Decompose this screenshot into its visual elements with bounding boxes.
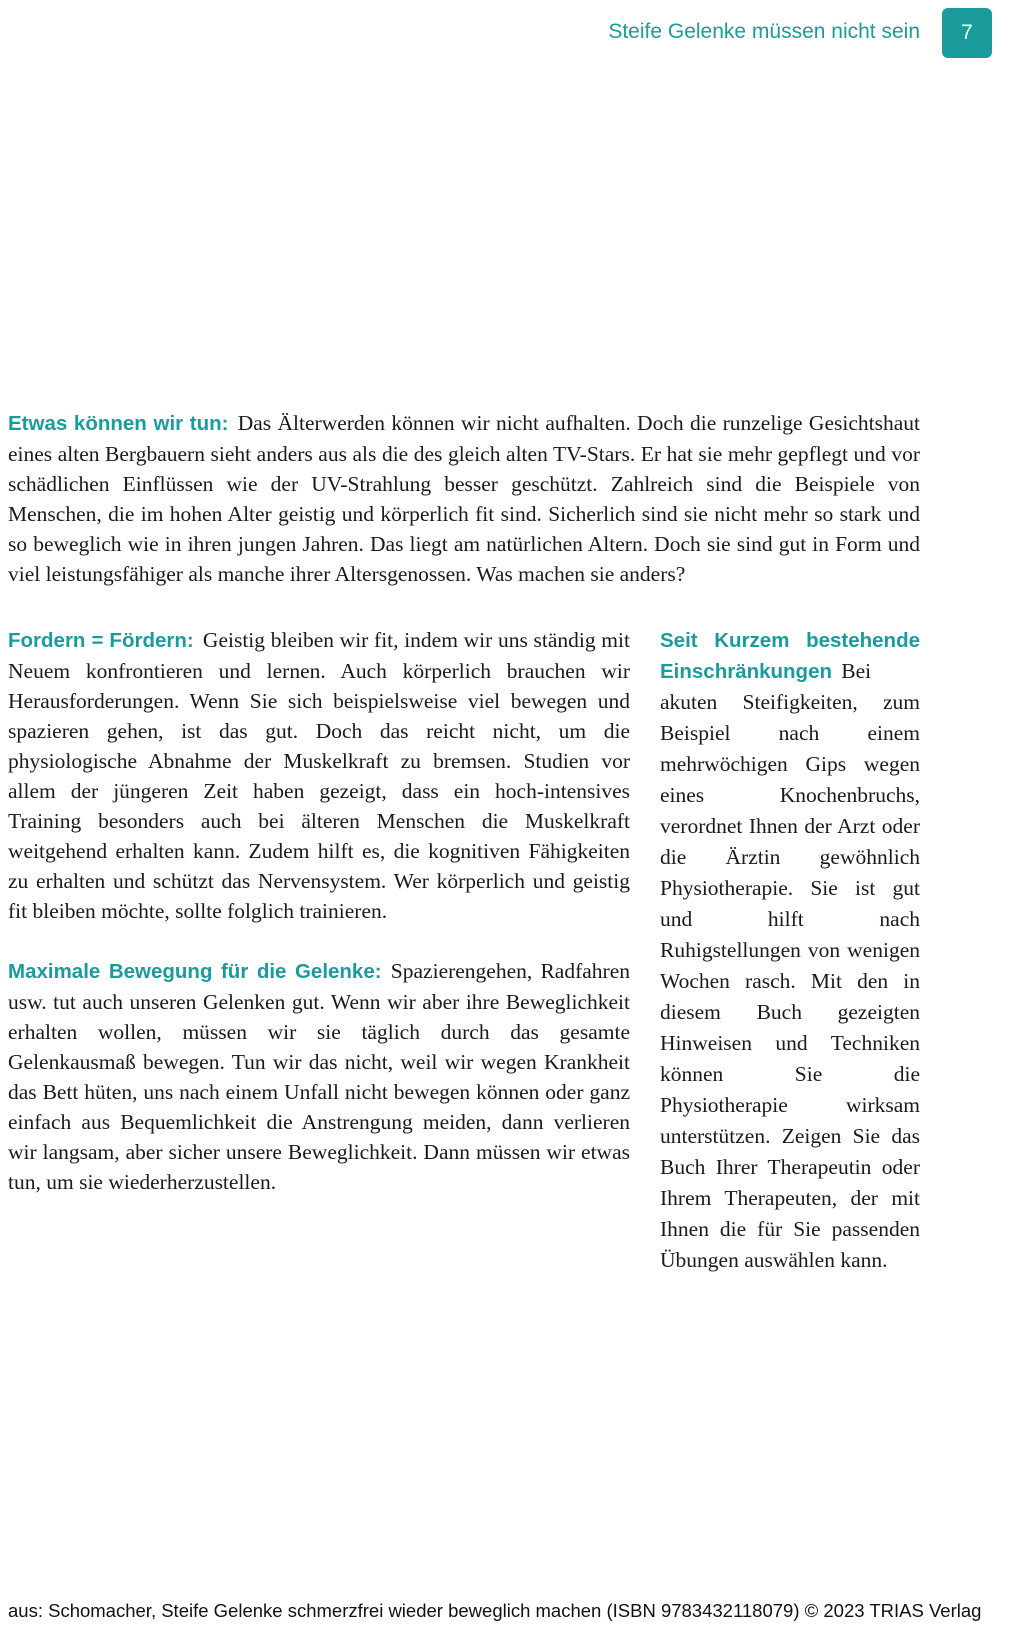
- intro-paragraph-lead: Etwas können wir tun:: [8, 412, 229, 435]
- intro-paragraph: [8, 408, 920, 589]
- source-line: aus: Schomacher, Steife Gelenke schmerzfrei wieder beweglich machen (ISBN 9783432118079) © 2023 TRIAS Verlag: [8, 1600, 982, 1621]
- right-paragraph-1-text: Bei akuten Steifigkeiten, zum Beispiel nach einem mehrwöchigen Gips wegen eines Knochenbruchs, verordnet Ihnen der Arzt oder die Ärztin gewöhnlich Physiotherapie. Sie ist gut und hilft nach Ruhigstellungen von wenigen Wochen rasch. Mit den in diesem Buch gezeigten Hinweisen und Techniken können Sie die Physiotherapie wirksam unterstützen. Zeigen Sie das Buch Ihrer Therapeutin oder Ihrem Therapeuten, der mit Ihnen die für Sie passenden Übungen auswählen kann.: [660, 659, 920, 1272]
- left-paragraph-1-text: Geistig bleiben wir fit, indem wir uns ständig mit Neuem konfrontieren und lernen. Auch körperlich brauchen wir Herausforderungen. Wenn Sie sich beispielsweise viel bewegen und spazieren gehen, ist das gut. Doch das reicht nicht, um die physiologische Abnahme der Muskelkraft zu bremsen. Studien vor allem der jüngeren Zeit haben gezeigt, dass ein hoch-intensives Training besonders auch bei älteren Menschen die Muskelkraft weitgehend erhalten kann. Zudem hilft es, die kognitiven Fähigkeiten zu erhalten und schützt das Nervensystem. Wer körperlich und geistig fit bleiben möchte, sollte folglich trainieren.: [8, 628, 630, 923]
- intro-paragraph-text: Das Älterwerden können wir nicht aufhalten. Doch die runzelige Gesichtshaut eines alten Bergbauern sieht anders aus als die des gleich alten TV-Stars. Er hat sie mehr gepflegt und vor schädlichen Einflüssen wie der UV-Strahlung besser geschützt. Zahlreich sind die Beispiele von Menschen, die im hohen Alter geistig und körperlich fit sind. Sicherlich sind sie nicht mehr so stark und so beweglich wie in ihren jungen Jahren. Das liegt am natürlichen Altern. Doch sie sind gut in Form und viel leistungsfähiger als manche ihrer Altersgenossen. Was machen sie anders?: [8, 411, 920, 586]
- left-column: [8, 625, 630, 1197]
- right-paragraph-1: [660, 625, 920, 1276]
- left-paragraph-2-text: Spazierengehen, Radfahren usw. tut auch unseren Gelenken gut. Wenn wir aber ihre Beweglichkeit erhalten wollen, müssen wir sie täglich durch das gesamte Gelenkausmaß bewegen. Tun wir das nicht, weil wir wegen Krankheit das Bett hüten, uns nach einem Unfall nicht bewegen können oder ganz einfach aus Bequemlichkeit die Anstrengung meiden, dann verlieren wir langsam, aber sicher unsere Beweglichkeit. Dann müssen wir etwas tun, um sie wiederherzustellen.: [8, 959, 631, 1194]
- left-paragraph-2: [8, 956, 630, 1197]
- left-paragraph-2-lead: Maximale Bewegung für die Gelenke:: [8, 960, 382, 983]
- left-paragraph-1: [8, 625, 630, 926]
- right-paragraph-1-lead: Seit Kurzem bestehende Einschränkungen: [660, 629, 920, 683]
- right-column: [660, 625, 920, 1276]
- running-head: Steife Gelenke müssen nicht sein: [608, 20, 920, 43]
- two-column-section: [8, 625, 920, 1276]
- main-text-block: [8, 408, 920, 1276]
- left-paragraph-1-lead: Fordern = Fördern:: [8, 629, 194, 652]
- page-number-badge: [942, 8, 992, 58]
- page-number: 7: [961, 21, 973, 44]
